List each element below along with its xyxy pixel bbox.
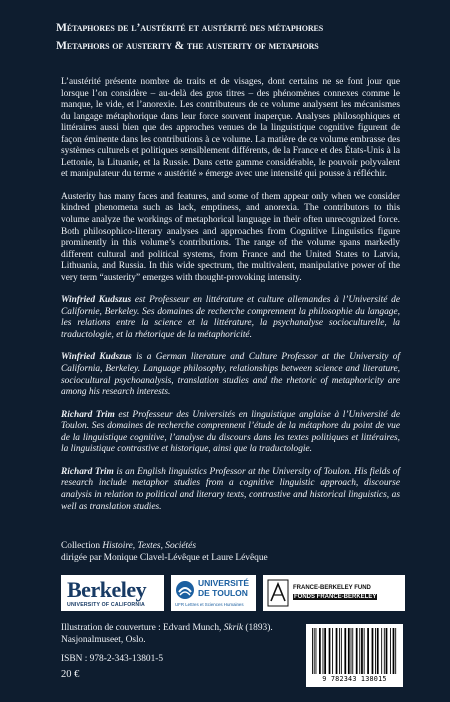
- barcode-bar: [316, 628, 317, 674]
- barcode-number: 9 782343 138015: [322, 675, 387, 683]
- bio-text: est Professeur en littérature et culture allemandes à l’Université de Californie, Berkeley. Ses domaines de recherche comprennent la philosophie du langage, les relations entre la science et la littérature, la psychanalyse socioculturelle, la traductologie, et la rhétorique de la métaphoricité.: [61, 295, 401, 340]
- barcode-bar: [314, 628, 315, 674]
- toulon-emblem-icon: [175, 580, 195, 600]
- barcode-bar: [339, 628, 340, 674]
- barcode-bar: [352, 628, 353, 674]
- barcode-bar: [344, 628, 346, 674]
- bio-author-name: Richard Trim: [61, 409, 115, 420]
- bio-text: is an English linguistics Professor at the University of Toulon. His fields of research include metaphor studies from a cognitive linguistic approach, discourse analysis in relation to political and literary texts, contrastive and historical linguistics, as well as translation studies.: [61, 466, 400, 512]
- title-english-initial: M: [56, 39, 67, 52]
- bio-trim-fr: [61, 410, 400, 456]
- bio-author-name: Winfried Kudszus: [61, 295, 132, 306]
- fund-emblem-icon: [267, 579, 289, 607]
- cover-credit-line1: [61, 623, 273, 635]
- bio-author-name: Richard Trim: [61, 466, 114, 477]
- title-english-ampersand: &: [174, 39, 185, 52]
- barcode-bar: [375, 628, 376, 674]
- title-french: [56, 20, 426, 35]
- title-french-part2: austérité et austérité des métaphores: [140, 21, 324, 34]
- barcode-bar: [348, 628, 350, 674]
- barcode-bar: [336, 628, 338, 674]
- barcode-bar: [319, 628, 321, 674]
- title-block: [56, 20, 426, 53]
- berkeley-wordmark: Berkeley: [67, 577, 147, 602]
- collection-name: Histoire, Textes, Sociétés: [102, 541, 196, 551]
- barcode-bar: [364, 628, 365, 674]
- fund-line2: FONDS FRANCE-BERKELEY: [294, 594, 377, 600]
- barcode-bar: [351, 628, 352, 674]
- barcode-bar: [341, 628, 342, 674]
- barcode-bar: [377, 628, 379, 674]
- cover-credit-museum: Nasjonalmuseet, Oslo.: [61, 634, 146, 645]
- collection-line: [61, 540, 268, 552]
- barcode-bar: [361, 628, 363, 674]
- bio-kudszus-fr: [61, 295, 400, 341]
- bio-text: is a German literature and Culture Professor at the University of California, Berkeley. Language philosophy, relationships between science and literature, sociocultural psychoanalysis, translation studies and the rhetoric of metaphoricity are among his research interests.: [61, 352, 401, 398]
- bio-trim-en: [61, 467, 400, 513]
- barcode-bar: [386, 628, 388, 674]
- price: 20 €: [61, 669, 80, 680]
- abstract-english: Austerity has many faces and features, and some of them appear only when we consider kindred phenomena such as lack, emptiness, and anorexia. The contributors to this volume analyze the workings of metaphorical language in their often unrecognized force. Both philosophico-literary analyses and approaches from Cognitive Linguistics figure prominently in this volume’s contributions. The range of the volume spans markedly different cultural and political systems, from France and the United States to Latvia, Lithuania, and Russia. In this wide spectrum, the multivalent, manipulative power of the very term “austerity” emerges with thought-provoking intensity.: [61, 191, 400, 283]
- cover-credit-prefix: Illustration de couverture : Edvard Munch,: [61, 623, 224, 633]
- isbn: ISBN : 978-2-343-13801-5: [61, 654, 164, 664]
- berkeley-subtitle: UNIVERSITY OF CALIFORNIA: [67, 602, 145, 608]
- barcode-bar: [356, 628, 358, 674]
- title-french-part1: étaphores de l’: [66, 21, 141, 34]
- barcode-bar: [393, 628, 395, 674]
- fund-line1: FRANCE-BERKELEY FUND: [293, 585, 371, 591]
- barcode-bar: [367, 628, 369, 674]
- barcode-bar: [384, 628, 385, 674]
- france-berkeley-fund-logo: [263, 575, 405, 611]
- barcode-bar: [395, 628, 396, 674]
- collection-editors: dirigée par Monique Clavel-Lévêque et Laure Lévêque: [61, 553, 268, 563]
- toulon-line2: DE TOULON: [198, 588, 248, 598]
- cover-credit: [61, 623, 273, 646]
- barcode-bar: [312, 628, 313, 674]
- title-english-part1: etaphors of austerity: [66, 39, 175, 52]
- toulon-line1: UNIVERSITÉ: [198, 578, 250, 588]
- barcode-bar: [332, 628, 333, 674]
- title-french-initial: M: [56, 21, 67, 34]
- berkeley-logo: [61, 575, 164, 611]
- abstract-french: L’austérité présente nombre de traits et de visages, dont certains ne se font jour que lorsque l’on considère – au-delà des gros titres – des phénomènes connexes comme le manque, le vide, et l’anorexie. Les contributeurs de ce volume analysent les mécanismes du langage métaphorique dans leur force souvent inaperçue. Analyses philosophiques et littéraires aussi bien que des approches venues de la linguistique cognitive figurent de façon éminente dans les contributions à ce volume. La matière de ce volume embrasse des systèmes culturels et politiques sensiblement différents, de la France et des États-Unis à la Lettonie, la Lituanie, et la Russie. Dans cette gamme considérable, le pouvoir polyvalent et manipulateur du terme « austérité » émerge avec une intensité qui pousse à réfléchir.: [61, 77, 400, 180]
- bio-kudszus-en: [61, 352, 400, 398]
- toulon-logo: [171, 575, 256, 611]
- barcode-bar: [381, 628, 382, 674]
- collection-prefix: Collection: [61, 541, 103, 551]
- barcode-bars: [310, 628, 399, 674]
- barcode-bar: [372, 628, 374, 674]
- barcode-bar: [323, 628, 324, 674]
- barcode-bar: [329, 628, 331, 674]
- bio-text: est Professeur des Universités en linguistique anglaise à l’Université de Toulon. Ses domaines de recherche comprennent l’étude de la métaphore du point de vue de la linguistique cognitive, l’analyse du discours dans les textes politiques et littéraires, la linguistique contrastive et historique, ainsi que la traductologie.: [61, 409, 400, 455]
- collection-info: [61, 540, 268, 564]
- barcode: [306, 624, 403, 687]
- partner-logos: [61, 575, 405, 615]
- barcode-bar: [390, 628, 391, 674]
- title-english: [56, 38, 426, 53]
- cover-credit-year: (1893).: [242, 623, 273, 633]
- description: [61, 77, 400, 524]
- bio-author-name: Winfried Kudszus: [61, 352, 132, 363]
- cover-credit-work: Skrik: [223, 623, 243, 633]
- barcode-bar: [359, 628, 360, 674]
- toulon-subtitle: UFR Lettres et Sciences Humaines: [175, 602, 244, 607]
- barcode-bar: [324, 628, 326, 674]
- title-english-part2: the austerity of metaphors: [184, 39, 319, 52]
